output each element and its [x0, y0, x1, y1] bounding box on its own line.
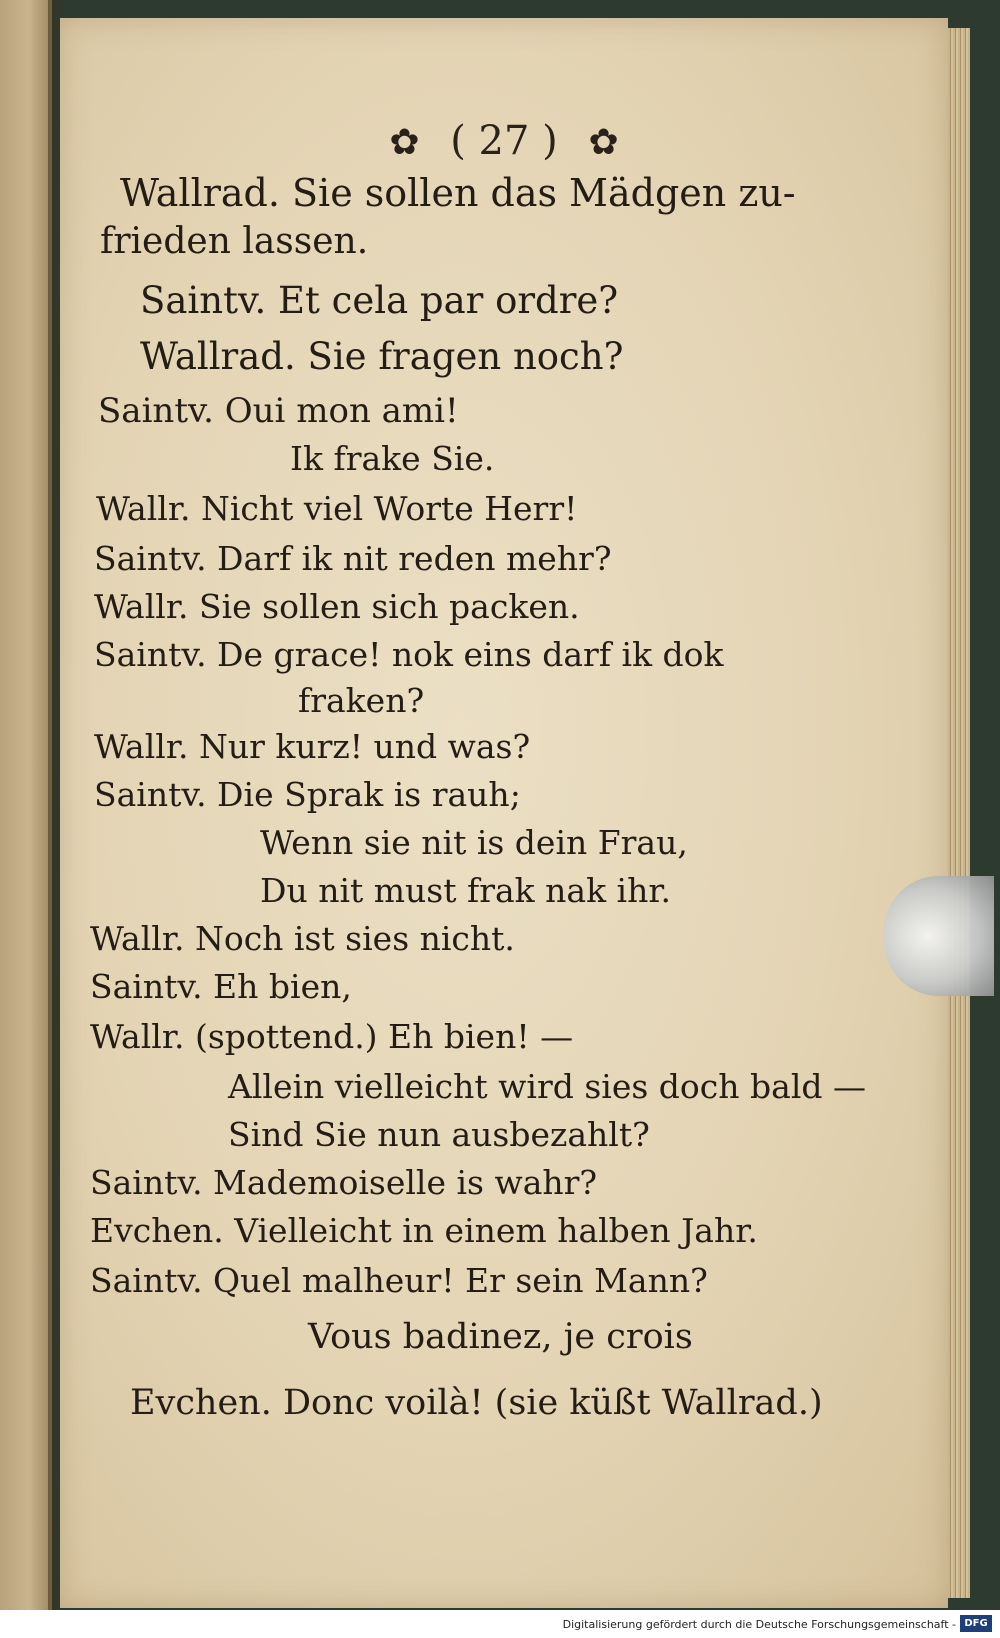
text-line: Vous badinez, je crois [308, 1317, 693, 1357]
page-holder-clip [884, 876, 994, 996]
dfg-logo: DFG [960, 1615, 992, 1632]
text-line: Wallr. Noch ist sies nicht. [90, 919, 515, 958]
text-line: Saintv. Die Sprak is rauh; [94, 775, 521, 814]
book-page [60, 18, 948, 1608]
ornament-left-icon: ✿ [389, 122, 420, 163]
text-line: Wallr. Sie sollen sich packen. [94, 587, 580, 626]
text-line: Wallr. Nicht viel Worte Herr! [96, 489, 578, 528]
text-line: Saintv. Et cela par ordre? [140, 279, 619, 322]
text-line: Wallr. Nur kurz! und was? [94, 727, 531, 766]
text-line: Saintv. Quel malheur! Er sein Mann? [90, 1261, 708, 1300]
text-line: Saintv. Eh bien, [90, 967, 352, 1006]
text-line: Wenn sie nit is dein Frau, [260, 823, 688, 862]
text-line: frieden lassen. [100, 221, 369, 262]
text-line: Saintv. Mademoiselle is wahr? [90, 1163, 598, 1202]
text-line: Wallr. (spottend.) Eh bien! — [90, 1017, 574, 1056]
text-line: Evchen. Donc voilà! (sie küßt Wallrad.) [130, 1383, 823, 1423]
text-line: fraken? [298, 681, 425, 720]
text-line: Evchen. Vielleicht in einem halben Jahr. [90, 1211, 758, 1250]
text-line: Wallrad. Sie fragen noch? [140, 335, 624, 378]
footer-bar [0, 1610, 1000, 1638]
text-line: Saintv. Oui mon ami! [98, 391, 459, 431]
text-line: Ik frake Sie. [290, 439, 495, 478]
text-line: Wallrad. Sie sollen das Mädgen zu- [120, 171, 796, 215]
page-stack-edge [948, 28, 970, 1598]
footer-credit: Digitalisierung gefördert durch die Deutsche Forschungsgemeinschaft - [562, 1618, 956, 1631]
text-line: Saintv. Darf ik nit reden mehr? [94, 539, 612, 578]
page-header [60, 118, 948, 164]
page-number: ( 27 ) [450, 118, 558, 164]
text-line: Sind Sie nun ausbezahlt? [228, 1115, 650, 1154]
text-line: Allein vielleicht wird sies doch bald — [228, 1067, 866, 1106]
text-line: Du nit must frak nak ihr. [260, 871, 672, 910]
facing-page-edge [0, 0, 52, 1610]
ornament-right-icon: ✿ [588, 122, 619, 163]
text-line: Saintv. De grace! nok eins darf ik dok [94, 635, 724, 674]
